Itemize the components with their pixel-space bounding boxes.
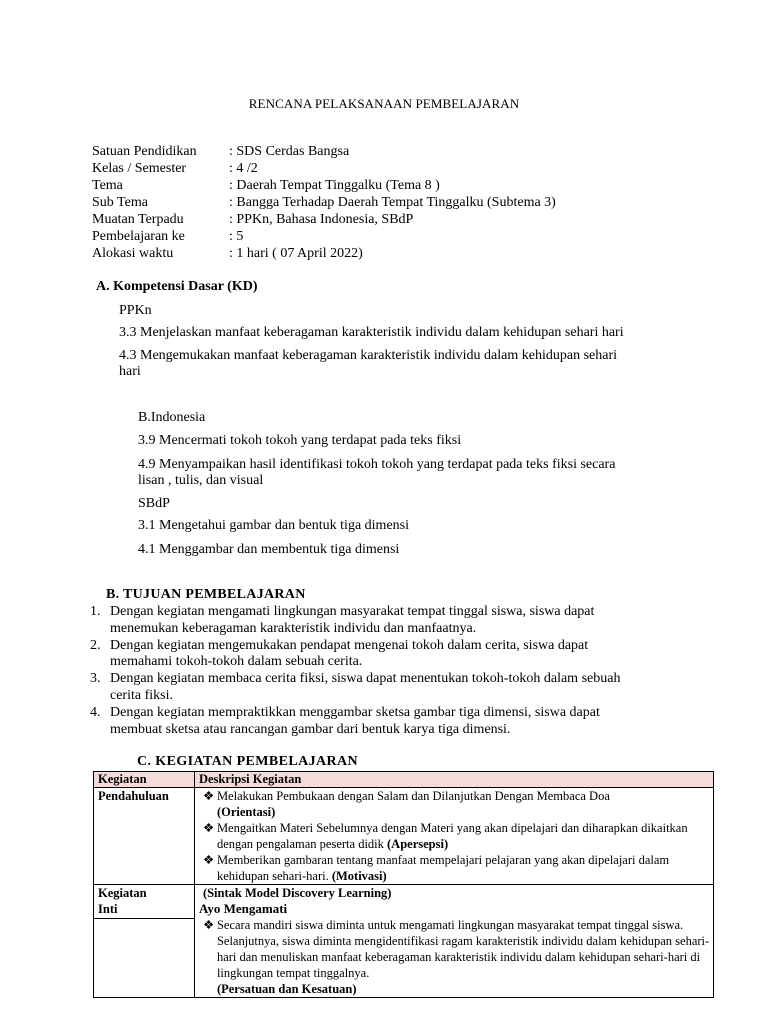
info-value-tema: : Daerah Tempat Tinggalku (Tema 8 ) xyxy=(229,178,440,193)
info-value-kelas: : 4 /2 xyxy=(229,161,258,176)
header-kegiatan: Kegiatan xyxy=(94,772,195,788)
pendahuluan-bullet-1 xyxy=(203,788,713,820)
diamond-bullet-icon: ❖ xyxy=(202,918,215,932)
kd-bindo-label: B.Indonesia xyxy=(138,410,206,425)
pendahuluan-bullet-2-text: Mengaitkan Materi Sebelumnya dengan Materi yang akan dipelajari dan diharapkan dikaitkan dengan pengalaman peserta didik xyxy=(216,821,688,851)
tujuan-num-1: 1. xyxy=(90,604,101,619)
pendahuluan-bullet-2 xyxy=(203,820,713,852)
info-value-pembelajaran: : 5 xyxy=(229,229,244,244)
kd-bindo-4-9-line2: lisan , tulis, dan visual xyxy=(138,473,264,488)
tujuan-1-line1: Dengan kegiatan mengamati lingkungan masyarakat tempat tinggal siswa, siswa dapat xyxy=(110,604,595,619)
info-label-pembelajaran: Pembelajaran ke xyxy=(92,229,185,244)
pendahuluan-bullet-1-text: Melakukan Pembukaan dengan Salam dan Dilanjutkan Dengan Membaca Doa xyxy=(216,789,610,803)
diamond-bullet-icon: ❖ xyxy=(202,821,215,835)
inti-subheading: Ayo Mengamati xyxy=(198,901,288,916)
tujuan-2-line1: Dengan kegiatan mengemukakan pendapat mengenai tokoh dalam cerita, siswa dapat xyxy=(110,638,589,653)
diamond-bullet-icon: ❖ xyxy=(202,789,215,803)
info-label-satuan: Satuan Pendidikan xyxy=(92,144,197,159)
tujuan-3-line2: cerita fiksi. xyxy=(110,688,173,703)
kd-ppkn-4-3-line2: hari xyxy=(119,364,141,379)
pendahuluan-bullet-3-text: Memberikan gambaran tentang manfaat mempelajari pelajaran yang akan dipelajari dalam kehidupan sehari-hari. xyxy=(216,853,670,883)
table-header-row xyxy=(94,772,714,788)
kd-ppkn-4-3-line1: 4.3 Mengemukakan manfaat keberagaman karakteristik individu dalam kehidupan sehari xyxy=(119,348,617,363)
tujuan-4-line1: Dengan kegiatan mempraktikkan menggambar sketsa gambar tiga dimensi, siswa dapat xyxy=(110,705,600,720)
pendahuluan-bullet-2-tag: (Apersepsi) xyxy=(387,837,449,851)
kd-ppkn-label: PPKn xyxy=(119,303,152,318)
header-deskripsi: Deskripsi Kegiatan xyxy=(194,772,713,788)
kd-bindo-3-9: 3.9 Mencermati tokoh tokoh yang terdapat pada teks fiksi xyxy=(138,433,462,448)
section-a-heading: A. Kompetensi Dasar (KD) xyxy=(96,279,258,294)
table-row-inti xyxy=(94,885,714,998)
pendahuluan-bullet-3-tag: (Motivasi) xyxy=(331,869,387,883)
inti-bullet-1-tag: (Persatuan dan Kesatuan) xyxy=(216,982,357,996)
table-row-pendahuluan xyxy=(94,788,714,885)
pendahuluan-bullet-3 xyxy=(203,852,713,884)
kd-sbdp-3-1: 3.1 Mengetahui gambar dan bentuk tiga dimensi xyxy=(138,518,409,533)
inti-label-box xyxy=(94,885,194,919)
info-value-satuan: : SDS Cerdas Bangsa xyxy=(229,144,350,159)
info-value-subtema: : Bangga Terhadap Daerah Tempat Tinggalku (Subtema 3) xyxy=(229,195,556,210)
kd-bindo-4-9-line1: 4.9 Menyampaikan hasil identifikasi tokoh tokoh yang terdapat pada teks fiksi secara xyxy=(138,457,616,472)
inti-label-line1: Kegiatan xyxy=(98,886,147,900)
section-c-heading: C. KEGIATAN PEMBELAJARAN xyxy=(137,754,359,769)
kd-ppkn-3-3: 3.3 Menjelaskan manfaat keberagaman karakteristik individu dalam kehidupan sehari hari xyxy=(119,325,624,340)
info-label-kelas: Kelas / Semester xyxy=(92,161,187,176)
cell-inti-label xyxy=(94,885,195,998)
info-label-alokasi: Alokasi waktu xyxy=(92,246,174,261)
cell-pendahuluan-label: Pendahuluan xyxy=(94,788,195,885)
tujuan-2-line2: memahami tokoh-tokoh dalam sebuah cerita. xyxy=(110,654,363,669)
inti-label-line2: Inti xyxy=(98,902,118,916)
kd-sbdp-4-1: 4.1 Menggambar dan membentuk tiga dimensi xyxy=(138,542,400,557)
inti-bullet-1-text: Secara mandiri siswa diminta untuk mengamati lingkungan masyarakat tempat tinggal siswa. Selanjutnya, siswa diminta mengidentifikasi ragam karakteristik individu dalam kehidupan sehari-hari dan menuliskan manfaat keberagaman karakteristik individu dalam kehidupan sehari-hari di lingkungan tempat tinggalnya. xyxy=(216,918,710,980)
tujuan-num-3: 3. xyxy=(90,671,101,686)
info-label-tema: Tema xyxy=(92,178,123,193)
tujuan-1-line2: menemukan keberagaman karakteristik individu dan manfaatnya. xyxy=(110,621,477,636)
kd-sbdp-label: SBdP xyxy=(138,496,170,511)
tujuan-3-line1: Dengan kegiatan membaca cerita fiksi, siswa dapat menentukan tokoh-tokoh dalam sebuah xyxy=(110,671,621,686)
info-label-subtema: Sub Tema xyxy=(92,195,148,210)
cell-pendahuluan-desc xyxy=(194,788,713,885)
pendahuluan-bullet-1-tag: (Orientasi) xyxy=(216,805,276,819)
kegiatan-table xyxy=(93,771,714,998)
tujuan-4-line2: membuat sketsa atau rancangan gambar dari bentuk karya tiga dimensi. xyxy=(110,722,511,737)
tujuan-num-4: 4. xyxy=(90,705,101,720)
tujuan-num-2: 2. xyxy=(90,638,101,653)
section-b-heading: B. TUJUAN PEMBELAJARAN xyxy=(106,587,306,602)
cell-inti-desc xyxy=(194,885,713,998)
diamond-bullet-icon: ❖ xyxy=(202,853,215,867)
inti-bullet-1 xyxy=(203,917,713,997)
info-value-muatan: : PPKn, Bahasa Indonesia, SBdP xyxy=(229,212,414,227)
info-label-muatan: Muatan Terpadu xyxy=(92,212,184,227)
info-value-alokasi: : 1 hari ( 07 April 2022) xyxy=(229,246,363,261)
inti-model-label: (Sintak Model Discovery Learning) xyxy=(202,886,392,900)
document-title: RENCANA PELAKSANAAN PEMBELAJARAN xyxy=(248,96,520,111)
